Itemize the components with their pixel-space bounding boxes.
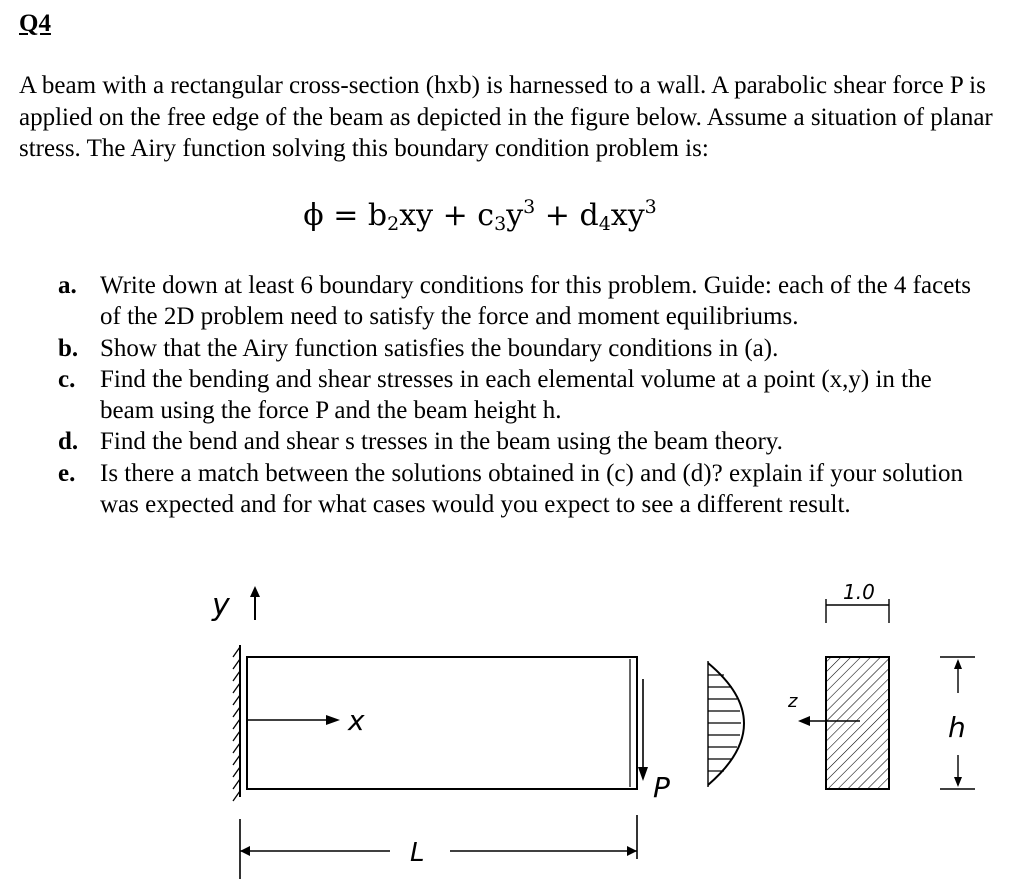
intro-text: A beam with a rectangular cross-section (hxb) is harnessed to a wall. A parabolic shear force P is applied on the free edge of the beam as depicted in the figure below. Assume a situation of planar stress. The Airy function solving this boundary condition problem is: xyxy=(19,72,993,162)
question-number: Q4 xyxy=(19,10,51,37)
formula-c-sub: 3 xyxy=(494,213,507,235)
part-b xyxy=(58,333,978,364)
formula-phi: ϕ xyxy=(303,198,324,233)
part-d xyxy=(58,426,978,457)
part-e xyxy=(58,458,978,521)
part-label: a. xyxy=(58,272,77,299)
part-text: Is there a match between the solutions obtained in (c) and (d)? explain if your solution was expected and for what cases would you expect to see a different result. xyxy=(100,459,963,519)
question-parts xyxy=(58,270,978,520)
question-intro xyxy=(19,70,1009,165)
beam xyxy=(247,657,637,789)
wall-hatching xyxy=(233,647,240,801)
formula-plus: + xyxy=(535,198,580,233)
x-axis-label: x xyxy=(348,704,365,737)
parabolic-load xyxy=(708,663,744,785)
shear-arrows xyxy=(708,675,741,771)
formula-xy2-sup: 3 xyxy=(644,196,657,218)
part-text: Find the bending and shear stresses in each elemental volume at a point (x,y) in the beam using the force P and the beam height h. xyxy=(100,365,932,425)
y-axis-label: y xyxy=(212,588,230,623)
part-text: Write down at least 6 boundary conditions for this problem. Guide: each of the 4 facets of the 2D problem need to satisfy the force and moment equilibriums. xyxy=(100,272,971,331)
formula-eq: = xyxy=(323,198,368,233)
formula-y: y xyxy=(506,198,524,233)
length-dim-label: L xyxy=(410,838,425,868)
part-label: b. xyxy=(58,334,79,362)
load-label: P xyxy=(653,771,670,804)
y-arrow-head xyxy=(250,586,260,597)
formula-xy1: xy + xyxy=(399,198,478,233)
height-arrow-up xyxy=(954,659,962,669)
part-a xyxy=(58,270,978,333)
formula-b: b xyxy=(367,198,388,233)
formula-c: c xyxy=(477,198,495,233)
formula-d-sub: 4 xyxy=(598,213,611,235)
load-arrow-head xyxy=(638,767,648,781)
beam-figure xyxy=(200,575,990,885)
part-label: c. xyxy=(58,365,76,393)
length-arrow-right xyxy=(627,846,637,856)
part-text: Show that the Airy function satisfies the boundary conditions in (a). xyxy=(100,334,779,362)
airy-function-formula xyxy=(0,196,960,235)
part-label: e. xyxy=(58,459,76,487)
cross-section xyxy=(826,657,889,789)
width-dim-label: 1.0 xyxy=(843,580,875,604)
height-arrow-down xyxy=(954,777,962,787)
part-text: Find the bend and shear s tresses in the beam using the beam theory. xyxy=(100,428,783,456)
formula-y-sup: 3 xyxy=(523,196,536,218)
part-label: d. xyxy=(58,428,79,456)
x-arrow-head xyxy=(326,715,340,725)
formula-b-sub: 2 xyxy=(387,213,400,235)
z-axis-label: z xyxy=(788,691,798,712)
formula-d: d xyxy=(579,198,599,233)
length-arrow-left xyxy=(240,846,250,856)
beam-diagram xyxy=(200,575,990,880)
formula-xy2: xy xyxy=(610,198,645,233)
z-arrow-head xyxy=(798,716,810,726)
height-dim-label: h xyxy=(948,711,966,744)
part-c xyxy=(58,364,978,427)
